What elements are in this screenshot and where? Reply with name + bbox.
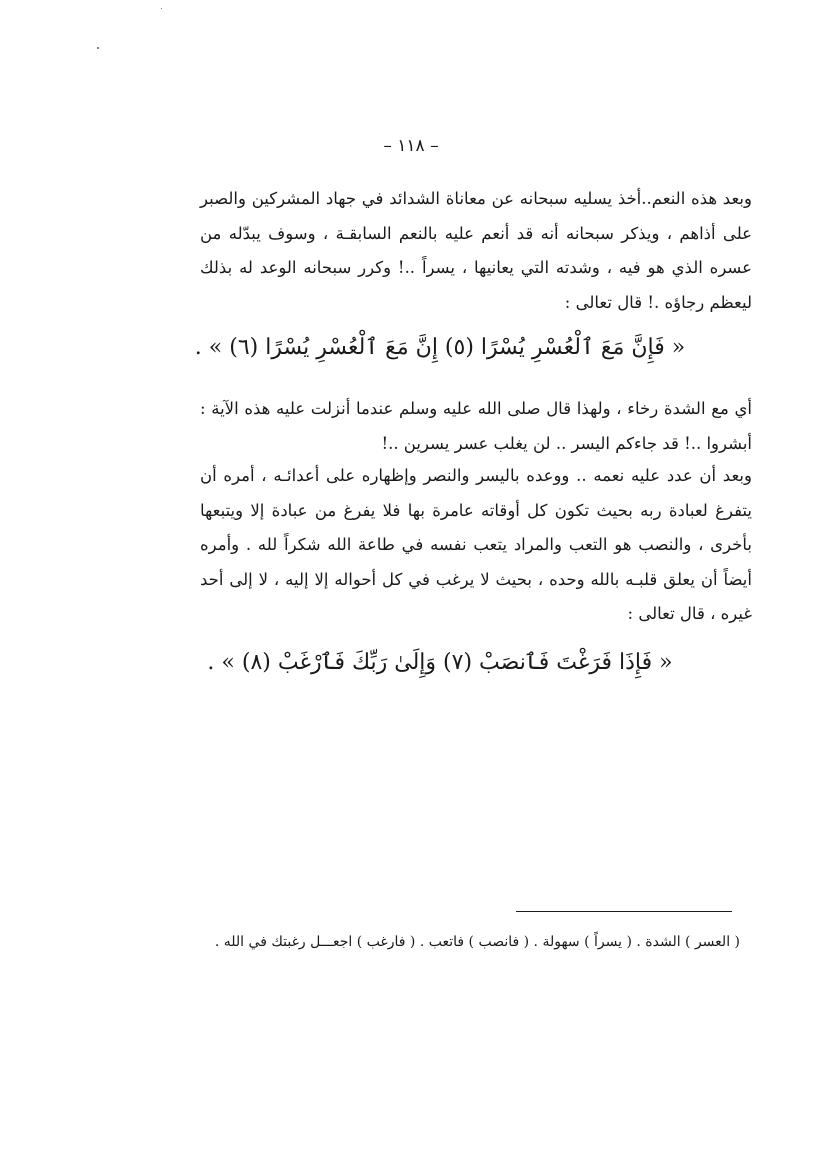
- page-number: – ١١٨ –: [383, 136, 439, 156]
- footnote-text: ( العسر ) الشدة . ( يسراً ) سهولة . ( فانصب ) فاتعب . ( فارغب ) اجعـــل رغبتك في الله .: [214, 934, 740, 950]
- paragraph-worship: [200, 459, 752, 632]
- paragraph-text: وبعد أن عدد عليه نعمه .. ووعده باليسر والنصر وإظهاره على أعدائـه ، أمره أن يتفرغ لعبادة ربه بحيث تكون كل أوقاته عامرة بها فلا يفرغ من عبادة إلا ويتبعها بأخرى ، والنصب هو التعب والمراد يتعب نفسه في طاعة الله شكراً لله . وأمره أيضاً أن يعلق قلبـه بالله وحده ، بحيث لا يرغب في كل أحواله إلا إليه ، لا إلى أحد غيره ، قال تعالى :: [200, 466, 752, 623]
- paragraph-hadith: [200, 392, 752, 461]
- paragraph-consolation: [200, 182, 752, 320]
- scan-speck: [161, 8, 162, 9]
- scan-speck: [97, 47, 99, 49]
- footnote: [195, 928, 740, 957]
- quran-verse-when-free: « فَإِذَا فَرَغْتَ فَٱنصَبْ (٧) وَإِلَىٰ رَبِّكَ فَٱرْغَبْ (٨) » .: [207, 650, 673, 675]
- paragraph-text: أي مع الشدة رخاء ، ولهذا قال صلى الله عليه وسلم عندما أنزلت عليه هذه الآية : أبشروا ..! قد جاءكم اليسر .. لن يغلب عسر يسرين ..!: [200, 399, 752, 453]
- footnote-divider: [516, 911, 732, 912]
- quran-verse-ease-after-hardship: « فَإِنَّ مَعَ ٱلْعُسْرِ يُسْرًا (٥) إِنَّ مَعَ ٱلْعُسْرِ يُسْرًا (٦) » .: [194, 335, 686, 360]
- paragraph-text: وبعد هذه النعم..أخذ يسليه سبحانه عن معاناة الشدائد في جهاد المشركين والصبر على أذاهم ، ويذكر سبحانه أنه قد أنعم عليه بالنعم السابقـة ، وسوف يبدّله من عسره الذي هو فيه ، وشدته التي يعانيها ، يسراً ..! وكرر سبحانه الوعد له بذلك ليعظم رجاؤه .! قال تعالى :: [200, 189, 752, 312]
